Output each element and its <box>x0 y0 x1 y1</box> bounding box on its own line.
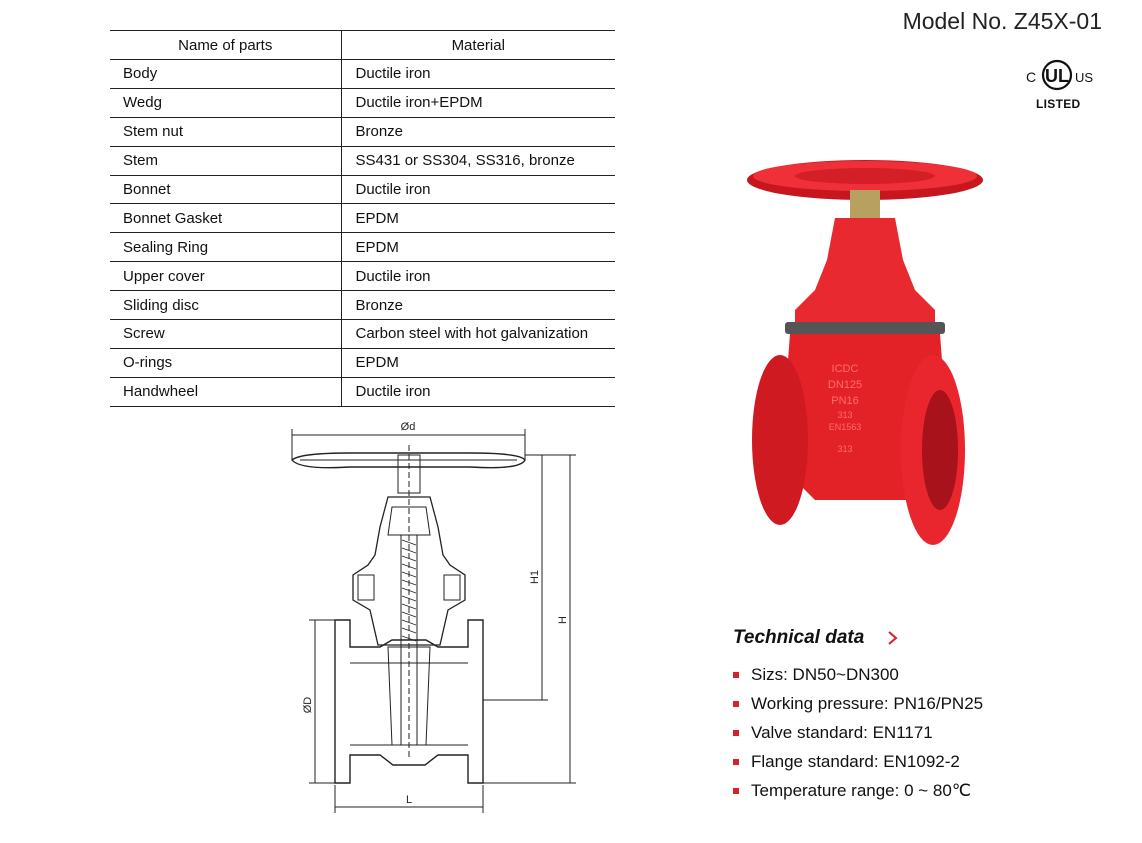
technical-data-list <box>733 660 983 805</box>
table-row <box>110 262 615 291</box>
photo-left-flange <box>752 355 808 525</box>
square-bullet-icon <box>733 701 739 707</box>
photo-marking-5: EN1563 <box>828 422 862 432</box>
part-material: EPDM <box>341 204 615 233</box>
table-row <box>110 146 615 175</box>
part-name: Stem nut <box>110 117 341 146</box>
chevron-right-icon <box>886 629 900 647</box>
part-material: Ductile iron+EPDM <box>341 88 615 117</box>
part-material: Bronze <box>341 291 615 320</box>
part-material: SS431 or SS304, SS316, bronze <box>341 146 615 175</box>
part-name: Body <box>110 60 341 89</box>
part-material: Ductile iron <box>341 377 615 406</box>
label-handwheel-diameter: Ød <box>400 421 416 433</box>
red-gate-valve-photo <box>735 150 995 570</box>
part-name: Bonnet Gasket <box>110 204 341 233</box>
gate-valve-technical-drawing <box>280 415 590 820</box>
table-row <box>110 117 615 146</box>
tech-item-text: Valve standard: EN1171 <box>751 722 933 742</box>
table-header-row <box>110 31 615 60</box>
list-item <box>733 660 983 689</box>
part-material: EPDM <box>341 233 615 262</box>
model-number: Model No. Z45X-01 <box>902 8 1102 34</box>
label-h: H <box>557 616 569 624</box>
part-material: Ductile iron <box>341 262 615 291</box>
part-name: Screw <box>110 320 341 349</box>
table-row <box>110 175 615 204</box>
bolt-left <box>358 575 374 600</box>
list-item <box>733 747 983 776</box>
part-material: Carbon steel with hot galvanization <box>341 320 615 349</box>
label-length: L <box>405 794 413 806</box>
part-name: O-rings <box>110 348 341 377</box>
list-item <box>733 718 983 747</box>
part-material: Ductile iron <box>341 175 615 204</box>
ul-letters: UL <box>1045 66 1069 86</box>
square-bullet-icon <box>733 788 739 794</box>
part-material: Bronze <box>341 117 615 146</box>
table-row <box>110 348 615 377</box>
label-h1: H1 <box>529 569 541 585</box>
photo-marking-1: ICDC <box>831 363 859 375</box>
part-material: EPDM <box>341 348 615 377</box>
part-name: Upper cover <box>110 262 341 291</box>
header-name-of-parts: Name of parts <box>110 31 341 60</box>
photo-marking-2: DN125 <box>827 379 863 391</box>
table-row <box>110 291 615 320</box>
photo-right-bore <box>922 390 958 510</box>
part-name: Bonnet <box>110 175 341 204</box>
photo-marking-3: PN16 <box>831 395 859 407</box>
square-bullet-icon <box>733 672 739 678</box>
photo-handwheel-spokes <box>795 168 935 184</box>
photo-gasket-band <box>785 322 945 334</box>
photo-bonnet <box>795 218 935 328</box>
table-row <box>110 88 615 117</box>
photo-stem-nut <box>850 190 880 218</box>
table-row <box>110 204 615 233</box>
tech-item-text: Temperature range: 0 ~ 80℃ <box>751 780 971 800</box>
part-name: Sealing Ring <box>110 233 341 262</box>
ul-c-letter: C <box>1026 69 1037 85</box>
table-row <box>110 320 615 349</box>
label-flange-diameter: ØD <box>302 696 314 714</box>
table-row <box>110 60 615 89</box>
part-name: Handwheel <box>110 377 341 406</box>
technical-data-title: Technical data <box>733 627 865 648</box>
tech-item-text: Sizs: DN50~DN300 <box>751 664 899 684</box>
part-name: Stem <box>110 146 341 175</box>
parts-material-table <box>110 30 615 407</box>
part-name: Wedg <box>110 88 341 117</box>
table-row <box>110 233 615 262</box>
tech-item-text: Working pressure: PN16/PN25 <box>751 693 984 713</box>
photo-marking-4: 313 <box>837 410 853 420</box>
square-bullet-icon <box>733 759 739 765</box>
photo-marking-6: 313 <box>837 444 853 454</box>
square-bullet-icon <box>733 730 739 736</box>
header-material: Material <box>341 31 615 60</box>
table-row <box>110 377 615 406</box>
list-item <box>733 776 983 805</box>
tech-item-text: Flange standard: EN1092-2 <box>751 751 960 771</box>
part-material: Ductile iron <box>341 60 615 89</box>
list-item <box>733 689 983 718</box>
part-name: Sliding disc <box>110 291 341 320</box>
ul-us-letters: US <box>1075 70 1094 85</box>
ul-listed-label: LISTED <box>1036 97 1081 111</box>
bolt-right <box>444 575 460 600</box>
